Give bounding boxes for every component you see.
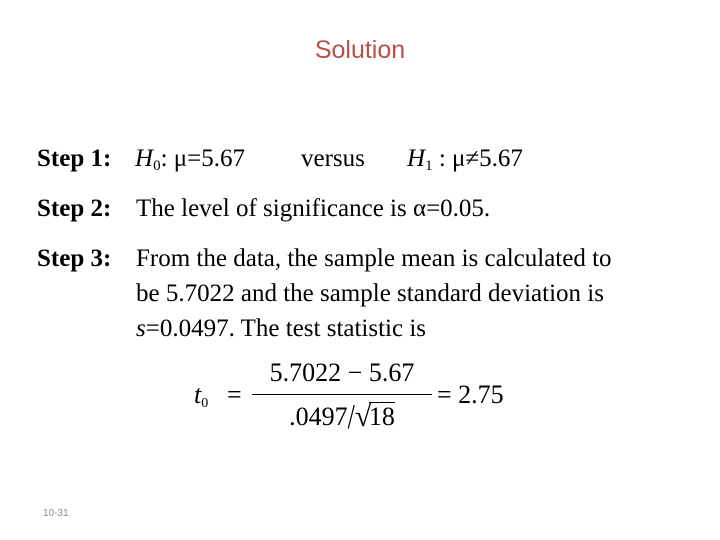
t-variable: t	[194, 380, 202, 409]
step-3-body	[136, 242, 612, 347]
formula-equals: =	[227, 380, 242, 409]
page-number: 10-31	[43, 508, 69, 519]
step-1-label: Step 1:	[37, 145, 112, 172]
h1-variable: H	[407, 145, 426, 172]
denominator-slash: /	[347, 396, 355, 436]
t-subscript: 0	[201, 396, 209, 411]
step-3-line-1: From the data, the sample mean is calculated to	[136, 245, 612, 272]
step-3-label: Step 3:	[37, 245, 112, 272]
radical-overline	[369, 402, 395, 403]
step-2-text: The level of significance is α=0.05.	[136, 195, 491, 222]
null-hypothesis	[135, 142, 245, 183]
formula-fraction	[252, 358, 432, 434]
formula-result: = 2.75	[437, 380, 504, 409]
fraction-bar	[252, 394, 432, 395]
step-3-line-3-text: =0.0497. The test statistic is	[145, 315, 427, 342]
alternative-hypothesis	[407, 142, 523, 183]
versus-text: versus	[301, 145, 365, 172]
formula-lhs	[194, 380, 208, 412]
std-dev-variable: s	[136, 315, 146, 342]
slide-title: Solution	[314, 36, 406, 64]
step-2-label: Step 2:	[37, 195, 112, 222]
denominator-std-dev: .0497	[289, 402, 348, 431]
square-root	[355, 400, 395, 434]
step-3-line-2: be 5.7022 and the sample standard deviation is	[136, 280, 604, 307]
radicand: 18	[368, 402, 395, 431]
formula-denominator	[252, 396, 432, 436]
h0-statement: : μ=5.67	[160, 145, 246, 172]
radical-icon: √	[354, 400, 372, 433]
h1-statement: : μ≠5.67	[432, 145, 523, 172]
h1-subscript: 1	[425, 158, 433, 174]
h0-variable: H	[135, 145, 154, 172]
step-3-line-3	[136, 312, 612, 347]
formula-numerator: 5.7022 − 5.67	[269, 358, 415, 387]
h0-subscript: 0	[153, 158, 161, 174]
